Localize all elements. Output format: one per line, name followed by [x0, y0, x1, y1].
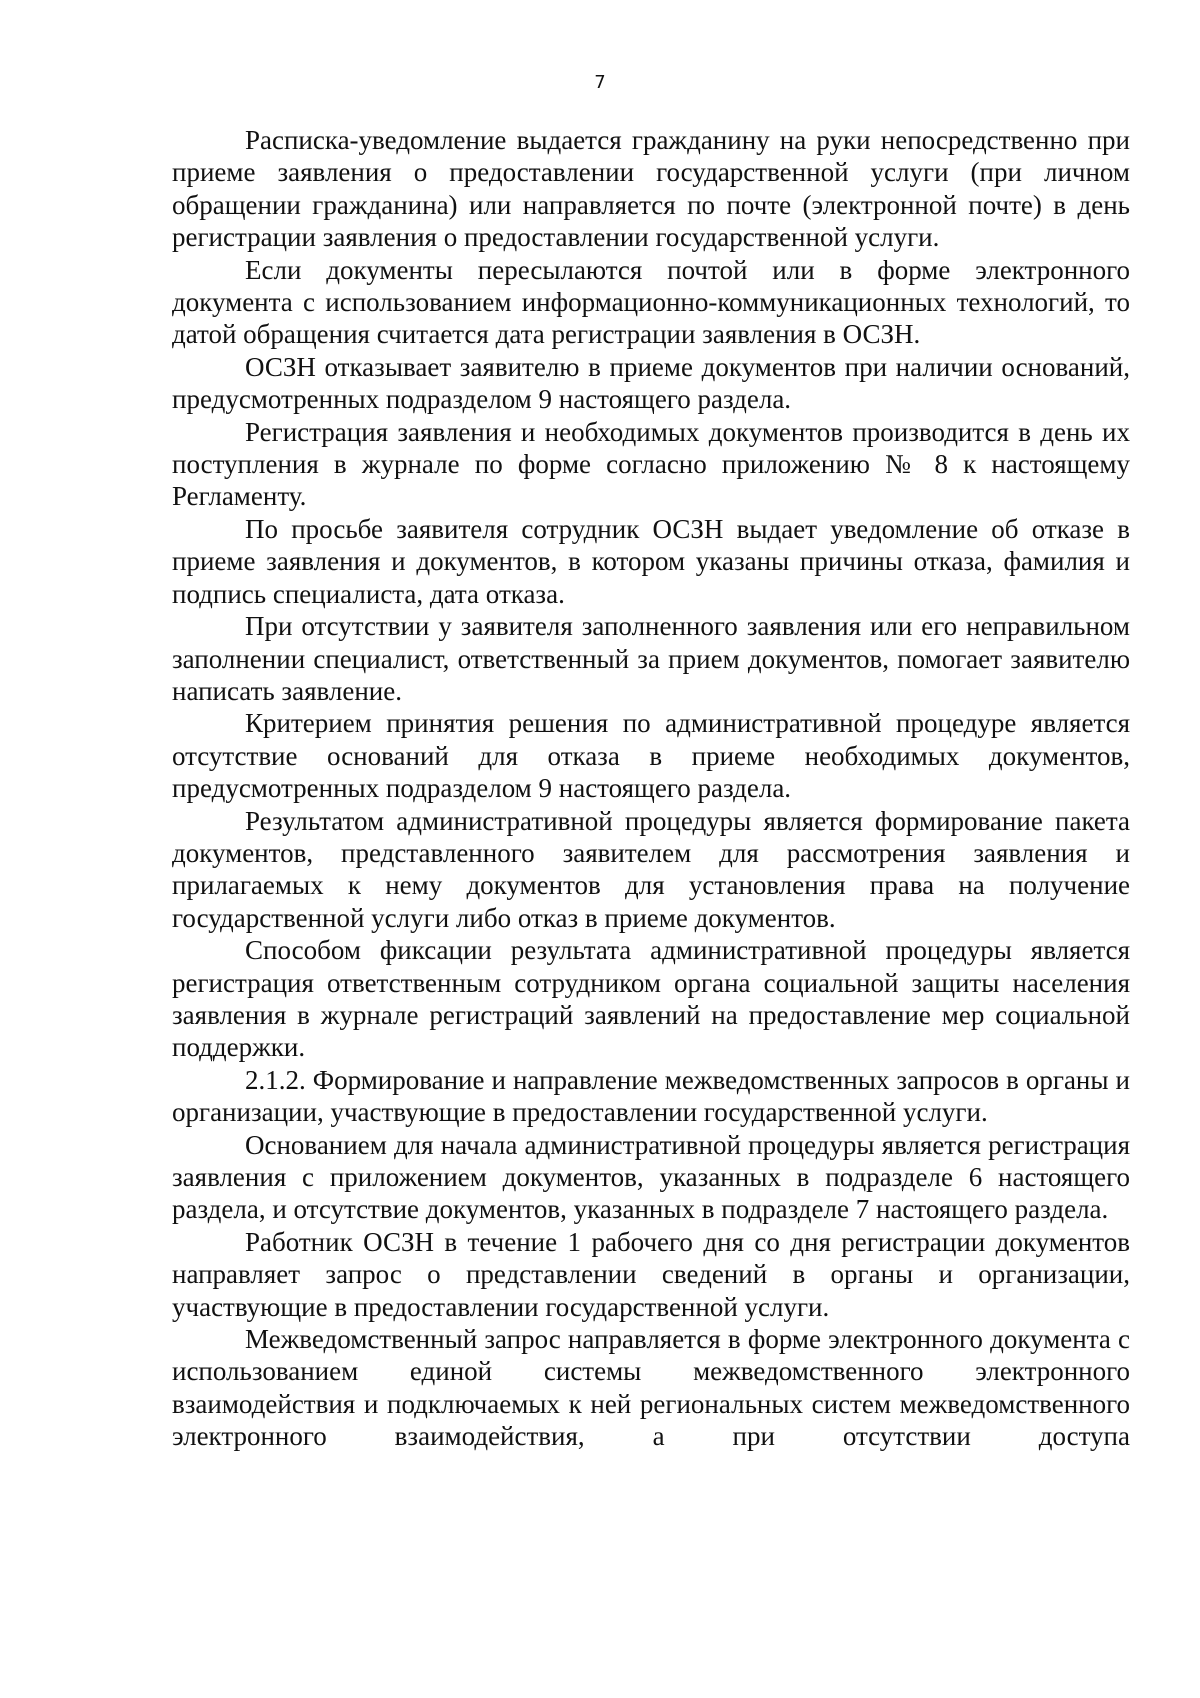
paragraph-decision-criterion: Критерием принятия решения по административной процедуре является отсутствие оснований для отказа в приеме необходимых документов, предусмотренных подразделом 9 настоящего раздела.: [172, 708, 1130, 804]
paragraph-application-help: При отсутствии у заявителя заполненного заявления или его неправильном заполнении специалист, ответственный за прием документов, помогает заявителю написать заявление.: [172, 611, 1130, 706]
paragraph-request-deadline: Работник ОСЗН в течение 1 рабочего дня со дня регистрации документов направляет запрос о представлении сведений в органы и организации, участвующие в предоставлении государственной услуги.: [172, 1226, 1130, 1322]
paragraph-section-2-1-2: 2.1.2. Формирование и направление межведомственных запросов в органы и организации, участвующие в предоставлении государственной услуги.: [172, 1064, 1130, 1128]
paragraph-procedure-result: Результатом административной процедуры является формирование пакета документов, представленного заявителем для рассмотрения заявления и прилагаемых к нему документов для установления права на получение государственной услуги либо отказ в приеме документов.: [172, 805, 1130, 933]
paragraph-registration-journal: Регистрация заявления и необходимых документов производится в день их поступления в журнале по форме согласно приложению № 8 к настоящему Регламенту.: [172, 416, 1130, 512]
paragraph-refusal-notice: По просьбе заявителя сотрудник ОСЗН выдает уведомление об отказе в приеме заявления и документов, в котором указаны причины отказа, фамилия и подпись специалиста, дата отказа.: [172, 513, 1130, 609]
paragraph-interagency-request: Межведомственный запрос направляется в форме электронного документа с использованием единой системы межведомственного электронного взаимодействия и подключаемых к ней региональных систем межведомственного электронного взаимодействия, а при отсутствии доступа: [172, 1324, 1130, 1452]
page-number: 7: [594, 72, 606, 93]
document-body: [172, 124, 1130, 1453]
paragraph-receipt-notice: Расписка-уведомление выдается гражданину на руки непосредственно при приеме заявления о предоставлении государственной услуги (при личном обращении гражданина) или направляется по почте (электронной почте) в день регистрации заявления о предоставлении государственной услуги.: [172, 125, 1130, 253]
paragraph-postal-submission: Если документы пересылаются почтой или в форме электронного документа с использованием информационно-коммуникационных технологий, то датой обращения считается дата регистрации заявления в ОСЗН.: [172, 254, 1130, 350]
paragraph-result-fixation: Способом фиксации результата административной процедуры является регистрация ответственным сотрудником органа социальной защиты населения заявления в журнале регистраций заявлений на предоставление мер социальной поддержки.: [172, 935, 1130, 1063]
paragraph-procedure-basis: Основанием для начала административной процедуры является регистрация заявления с приложением документов, указанных в подразделе 6 настоящего раздела, и отсутствие документов, указанных в подразделе 7 настоящего раздела.: [172, 1129, 1130, 1225]
paragraph-refusal-grounds: ОСЗН отказывает заявителю в приеме документов при наличии оснований, предусмотренных подразделом 9 настоящего раздела.: [172, 351, 1130, 415]
